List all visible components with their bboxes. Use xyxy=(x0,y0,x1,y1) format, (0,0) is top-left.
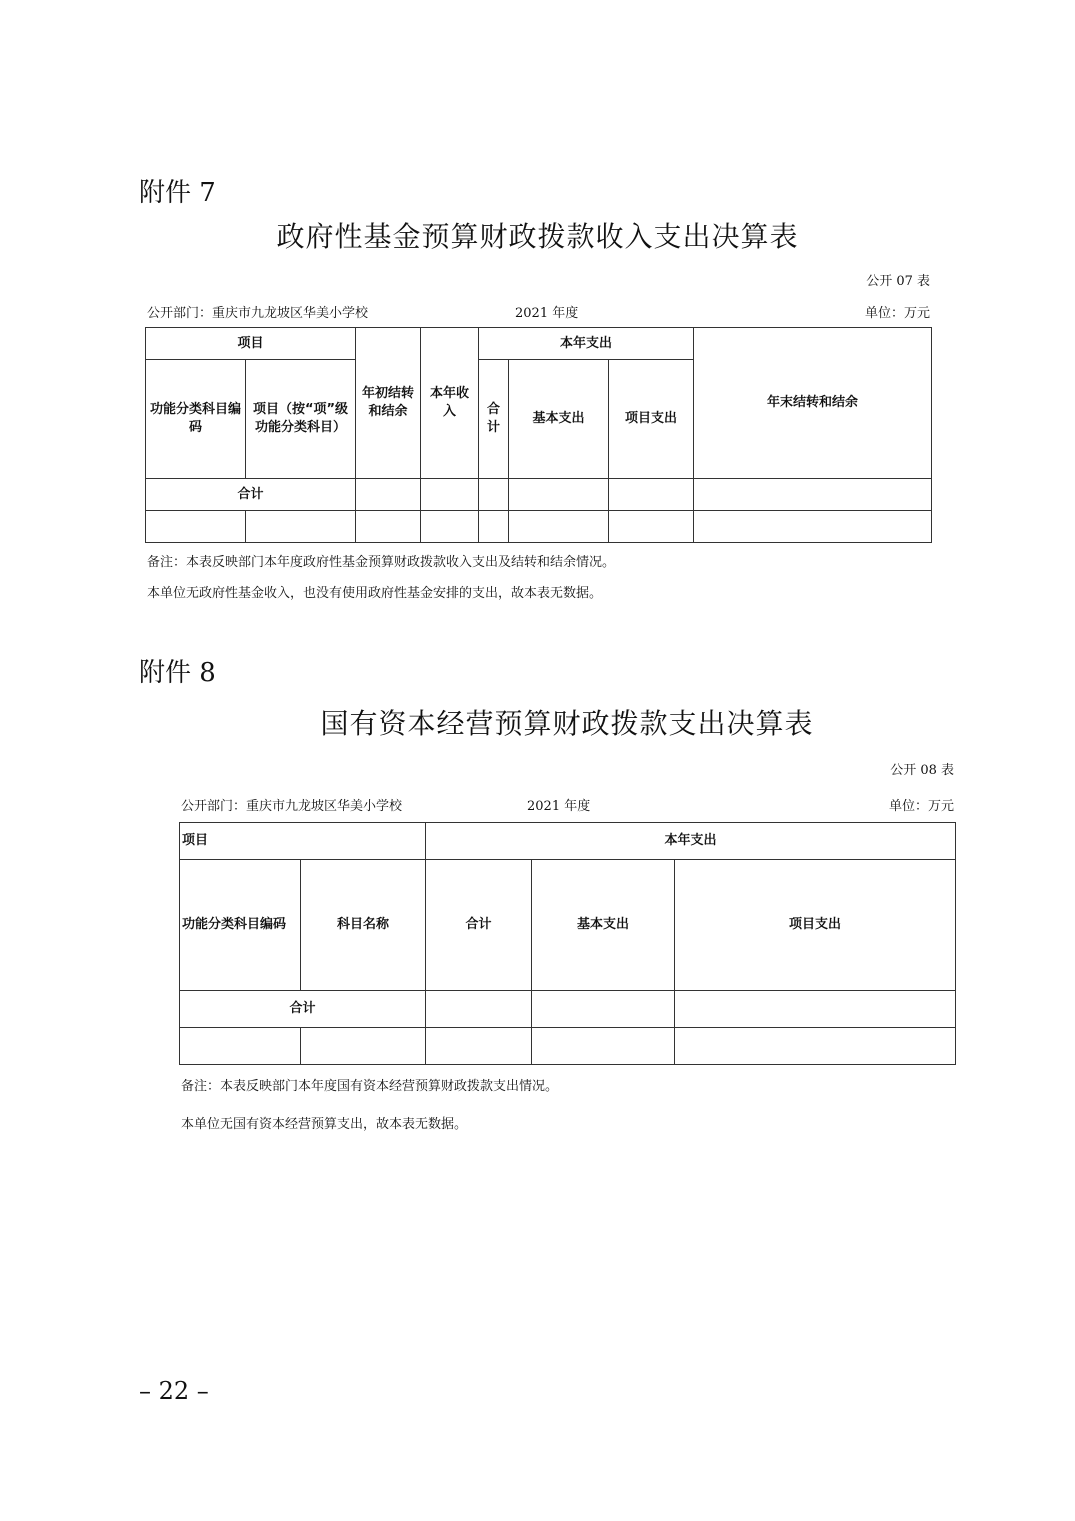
header-project: 项目 xyxy=(146,328,356,360)
department-label-7: 公开部门：重庆市九龙坡区华美小学校 xyxy=(147,306,369,321)
header-code: 功能分类科目编码 xyxy=(180,860,301,991)
header-begin-balance: 年初结转和结余 xyxy=(356,328,421,479)
attachment-label-8: 附件 8 xyxy=(139,658,216,688)
unit-label-7: 单位：万元 xyxy=(864,306,930,321)
page-number: – 22 – xyxy=(139,1377,209,1405)
table-cell xyxy=(146,511,246,543)
budget-table-7 xyxy=(145,327,932,543)
note-7-line2: 本单位无政府性基金收入，也没有使用政府性基金安排的支出，故本表无数据。 xyxy=(147,586,603,601)
table-cell xyxy=(694,479,932,511)
table-cell xyxy=(532,1028,675,1065)
table-cell xyxy=(356,511,421,543)
table-cell xyxy=(479,479,509,511)
table-cell xyxy=(426,991,532,1028)
table-cell xyxy=(246,511,356,543)
budget-table-8 xyxy=(179,822,956,1065)
table-cell xyxy=(421,479,479,511)
header-total: 合计 xyxy=(426,860,532,991)
table-cell xyxy=(609,479,694,511)
note-8-line2: 本单位无国有资本经营预算支出，故本表无数据。 xyxy=(181,1117,468,1132)
table-cell xyxy=(479,511,509,543)
note-7-line1: 备注：本表反映部门本年度政府性基金预算财政拨款收入支出及结转和结余情况。 xyxy=(147,555,616,570)
table-cell xyxy=(694,511,932,543)
total-row-label: 合计 xyxy=(180,991,426,1028)
header-expense: 本年支出 xyxy=(426,823,956,860)
table-cell xyxy=(609,511,694,543)
table-cell xyxy=(426,1028,532,1065)
total-row-label: 合计 xyxy=(146,479,356,511)
form-number-8: 公开 08 表 xyxy=(890,763,954,778)
header-project-expense: 项目支出 xyxy=(609,360,694,479)
year-label-7: 2021 年度 xyxy=(515,306,579,321)
year-label-8: 2021 年度 xyxy=(527,799,591,814)
table-cell xyxy=(509,511,609,543)
header-expense: 本年支出 xyxy=(479,328,694,360)
header-total: 合计 xyxy=(479,360,509,479)
note-8-line1: 备注：本表反映部门本年度国有资本经营预算财政拨款支出情况。 xyxy=(181,1079,559,1094)
header-basic: 基本支出 xyxy=(532,860,675,991)
table-cell xyxy=(180,1028,301,1065)
header-basic: 基本支出 xyxy=(509,360,609,479)
table-title-7: 政府性基金预算财政拨款收入支出决算表 xyxy=(276,220,799,253)
table-cell xyxy=(356,479,421,511)
table-cell xyxy=(675,991,956,1028)
header-name: 科目名称 xyxy=(301,860,426,991)
table-cell xyxy=(301,1028,426,1065)
table-cell xyxy=(421,511,479,543)
header-income: 本年收入 xyxy=(421,328,479,479)
header-project-expense: 项目支出 xyxy=(675,860,956,991)
header-end-balance: 年末结转和结余 xyxy=(694,328,932,479)
table-cell xyxy=(532,991,675,1028)
form-number-7: 公开 07 表 xyxy=(866,274,930,289)
header-project: 项目 xyxy=(180,823,426,860)
header-item: 项目（按“项”级功能分类科目） xyxy=(246,360,356,479)
table-title-8: 国有资本经营预算财政拨款支出决算表 xyxy=(320,707,814,740)
table-cell xyxy=(509,479,609,511)
attachment-label-7: 附件 7 xyxy=(139,178,216,208)
header-code: 功能分类科目编码 xyxy=(146,360,246,479)
table-cell xyxy=(675,1028,956,1065)
unit-label-8: 单位：万元 xyxy=(888,799,954,814)
department-label-8: 公开部门：重庆市九龙坡区华美小学校 xyxy=(181,799,403,814)
